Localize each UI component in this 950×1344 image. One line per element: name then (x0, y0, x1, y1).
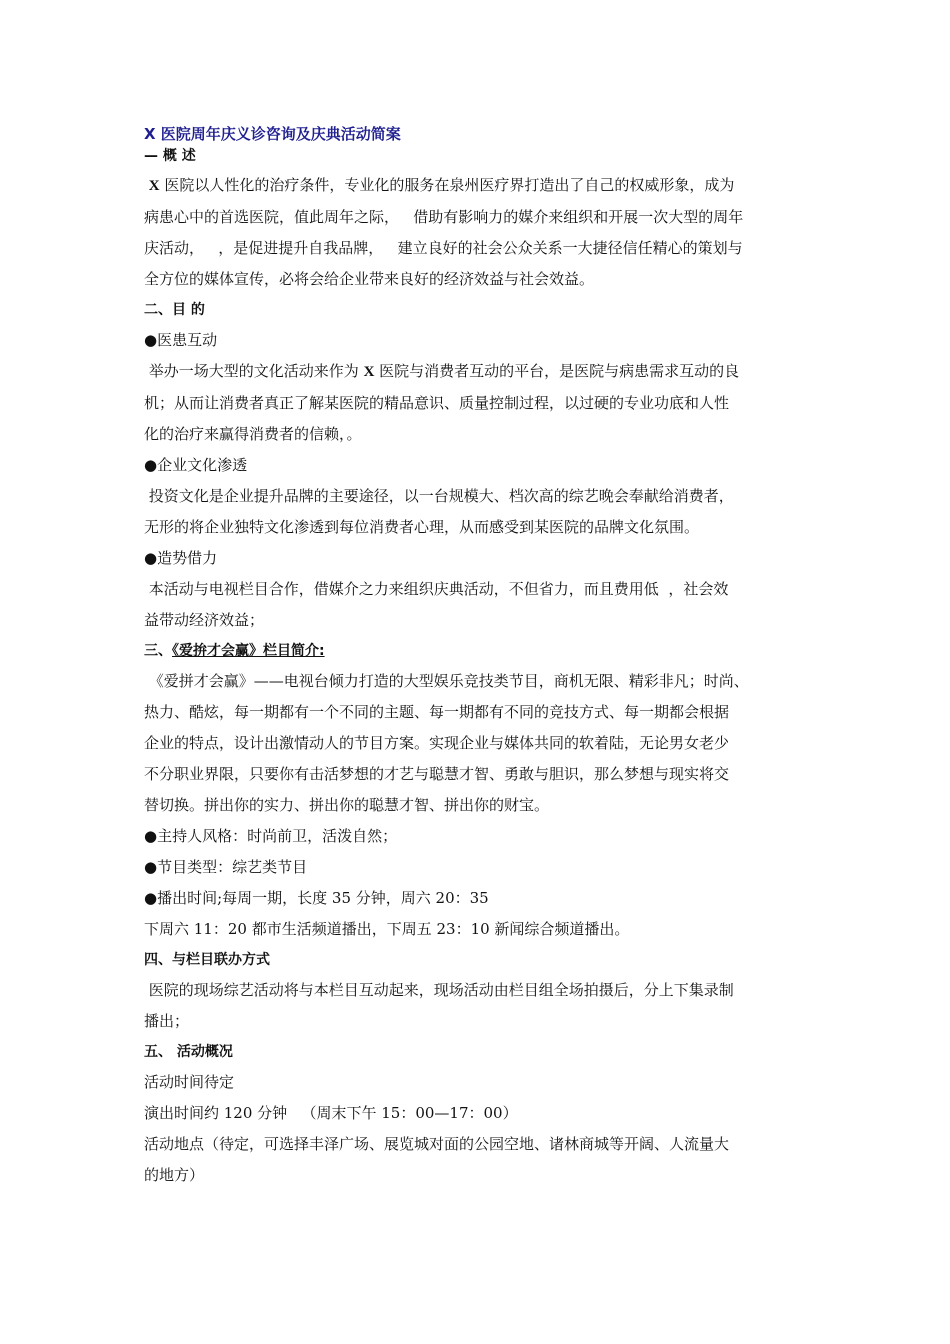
paragraph-line: 化的治疗来赢得消费者的信赖，。 (144, 425, 362, 443)
paragraph-line: 企业的特点，设计出激情动人的节目方案。实现企业与媒体共同的软着陆，无论男女老少 (144, 734, 730, 752)
bullet-item: ●节目类型：综艺类节目 (144, 858, 308, 876)
section-1-line (144, 170, 824, 202)
section-1-line: 庆活动， ，是促进提升自我品牌， 建立良好的社会公众关系一大捷径信任精心的策划与 (144, 239, 743, 257)
paragraph-line: 不分职业界限，只要你有击活梦想的才艺与聪慧才智、勇敢与胆识，那么梦想与现实将交 (144, 765, 730, 783)
bullet-item: ●主持人风格：时尚前卫，活泼自然； (144, 827, 398, 845)
paragraph-line: 机；从而让消费者真正了解某医院的精品意识、质量控制过程，以过硬的专业功底和人性 (144, 394, 730, 412)
document-title (144, 122, 824, 146)
paragraph-line: 替切换。拼出你的实力、拼出你的聪慧才智、拼出你的财宝。 (144, 796, 550, 814)
title-text: 医院周年庆义诊咨询及庆典活动简案 (155, 125, 401, 143)
paragraph-line: 的地方） (144, 1166, 205, 1184)
document-page (144, 122, 824, 1191)
bullet-item: ●医患互动 (144, 331, 218, 349)
line-text: 医院与消费者互动的平台，是医院与病患需求互动的良 (374, 362, 740, 380)
bullet-item: ●播出时间;每周一期，长度 35 分钟，周六 20：35 (144, 889, 489, 907)
paragraph-line: 演出时间约 120 分钟 （周末下午 15：00—17：00） (144, 1104, 518, 1122)
section-5-heading: 五、 活动概况 (144, 1044, 233, 1060)
paragraph-line (144, 356, 824, 388)
paragraph-line: 《爱拼才会赢》——电视台倾力打造的大型娱乐竞技类节目，商机无限、精彩非凡；时尚、 (144, 672, 749, 690)
paragraph-line: 本活动与电视栏目合作，借媒介之力来组织庆典活动，不但省力，而且费用低 ，社会效 (144, 580, 729, 598)
line-text: 举办一场大型的文化活动来作为 (144, 362, 364, 380)
paragraph-line: 热力、酷炫，每一期都有一个不同的主题、每一期都有不同的竞技方式、每一期都会根据 (144, 703, 730, 721)
section-2-heading: 二、目 的 (144, 302, 205, 318)
hospital-x: X (148, 178, 160, 194)
section-1-line-text: 医院以人性化的治疗条件，专业化的服务在泉州医疗界打造出了自己的权威形象，成为 (159, 176, 735, 194)
paragraph-line: 无形的将企业独特文化渗透到每位消费者心理，从而感受到某医院的品牌文化氛围。 (144, 518, 700, 536)
bullet-item: ●企业文化渗透 (144, 456, 248, 474)
section-1-line: 全方位的媒体宣传，必将会给企业带来良好的经济效益与社会效益。 (144, 270, 595, 288)
heading-number: 三、 (144, 643, 172, 659)
title-x: X (144, 125, 156, 143)
section-3-heading (144, 636, 824, 666)
paragraph-line: 投资文化是企业提升品牌的主要途径，以一台规模大、档次高的综艺晚会奉献给消费者， (144, 487, 734, 505)
heading-underlined: 《爱拚才会赢》栏目简介: (172, 643, 325, 659)
section-1-heading: — 概 述 (144, 148, 196, 164)
section-4-heading: 四、与栏目联办方式 (144, 952, 270, 968)
paragraph-line: 医院的现场综艺活动将与本栏目互动起来，现场活动由栏目组全场拍摄后，分上下集录制 (144, 981, 734, 999)
paragraph-line: 下周六 11：20 都市生活频道播出，下周五 23：10 新闻综合频道播出。 (144, 920, 630, 938)
section-1-line: 病患心中的首选医院，值此周年之际， 借助有影响力的媒介来组织和开展一次大型的周年 (144, 208, 744, 226)
hospital-x: X (363, 364, 375, 380)
paragraph-line: 活动时间待定 (144, 1073, 235, 1091)
paragraph-line: 播出； (144, 1012, 190, 1030)
bullet-item: ●造势借力 (144, 549, 218, 567)
paragraph-line: 益带动经济效益； (144, 611, 265, 629)
paragraph-line: 活动地点（待定，可选择丰泽广场、展览城对面的公园空地、诸林商城等开阔、人流量大 (144, 1135, 730, 1153)
